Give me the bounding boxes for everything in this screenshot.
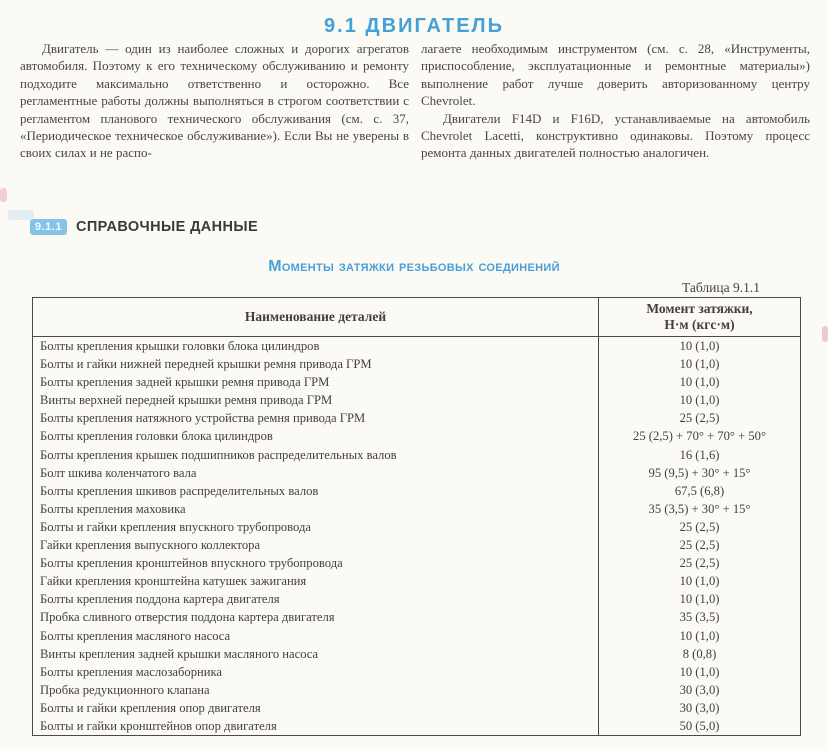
part-name-cell: Пробка редукционного клапана xyxy=(40,682,210,697)
part-name-cell: Болты крепления шкивов распределительных валов xyxy=(40,483,319,498)
intro-paragraph: Двигатели F14D и F16D, устанавливаемые на автомобиль Chevrolet Lacetti, конструктивно одинаковы. Поэтому процесс ремонта данных двигателей полностью аналогичен. xyxy=(421,110,810,161)
part-name-cell: Пробка сливного отверстия поддона картера двигателя xyxy=(40,610,335,625)
part-name-cell: Болт шкива коленчатого вала xyxy=(40,465,197,480)
column-header-torque-line2: Н·м (кгс·м) xyxy=(664,317,735,332)
part-name-cell: Гайки крепления выпускного коллектора xyxy=(40,538,261,553)
torque-value-cell: 25 (2,5) xyxy=(599,536,801,554)
scan-artifact xyxy=(0,188,7,202)
table-row xyxy=(33,681,801,699)
torque-value-cell: 10 (1,0) xyxy=(599,627,801,645)
table-row xyxy=(33,554,801,572)
table-row xyxy=(33,427,801,445)
torque-value-cell: 25 (2,5) + 70° + 70° + 50° xyxy=(599,427,801,445)
table-caption: Моменты затяжки резьбовых соединений xyxy=(268,258,560,275)
intro-text xyxy=(20,40,810,162)
torque-value-cell: 10 (1,0) xyxy=(599,590,801,608)
torque-value-cell: 30 (3,0) xyxy=(599,681,801,699)
torque-table-body xyxy=(33,337,801,736)
torque-value-cell: 30 (3,0) xyxy=(599,699,801,717)
torque-value-cell: 95 (9,5) + 30° + 15° xyxy=(599,464,801,482)
torque-value-cell: 16 (1,6) xyxy=(599,446,801,464)
part-name-cell: Болты крепления задней крышки ремня привода ГРМ xyxy=(40,375,330,390)
part-name-cell: Болты крепления крышек подшипников распределительных валов xyxy=(40,447,397,462)
table-row xyxy=(33,717,801,736)
table-row xyxy=(33,627,801,645)
column-header-torque xyxy=(599,298,801,337)
table-row xyxy=(33,699,801,717)
table-row xyxy=(33,355,801,373)
intro-left-column xyxy=(20,40,409,162)
part-name-cell: Болты и гайки крепления опор двигателя xyxy=(40,700,261,715)
table-row xyxy=(33,391,801,409)
table-row xyxy=(33,590,801,608)
table-number-label: Таблица 9.1.1 xyxy=(682,280,760,295)
table-row xyxy=(33,608,801,626)
part-name-cell: Болты крепления маслозаборника xyxy=(40,664,223,679)
part-name-cell: Винты крепления задней крышки масляного насоса xyxy=(40,646,319,661)
table-row xyxy=(33,464,801,482)
torque-value-cell: 10 (1,0) xyxy=(599,572,801,590)
table-row xyxy=(33,645,801,663)
table-row xyxy=(33,572,801,590)
table-row xyxy=(33,500,801,518)
part-name-cell: Болты крепления головки блока цилиндров xyxy=(40,429,273,444)
part-name-cell: Болты крепления кронштейнов впускного трубопровода xyxy=(40,556,343,571)
part-name-cell: Болты крепления крышки головки блока цилиндров xyxy=(40,339,320,353)
part-name-cell: Болты крепления натяжного устройства ремня привода ГРМ xyxy=(40,411,366,426)
torque-value-cell: 10 (1,0) xyxy=(599,663,801,681)
part-name-cell: Болты и гайки кронштейнов опор двигателя xyxy=(40,718,277,733)
torque-value-cell: 35 (3,5) + 30° + 15° xyxy=(599,500,801,518)
torque-table-header xyxy=(33,298,801,337)
torque-value-cell: 50 (5,0) xyxy=(599,717,801,736)
table-row xyxy=(33,518,801,536)
table-row xyxy=(33,373,801,391)
part-name-cell: Болты и гайки нижней передней крышки ремня привода ГРМ xyxy=(40,357,372,372)
part-name-cell: Винты верхней передней крышки ремня привода ГРМ xyxy=(40,393,333,408)
torque-value-cell: 25 (2,5) xyxy=(599,554,801,572)
column-header-part-name: Наименование деталей xyxy=(33,298,599,337)
intro-right-column xyxy=(421,40,810,162)
scan-artifact xyxy=(822,326,828,342)
torque-value-cell: 67,5 (6,8) xyxy=(599,482,801,500)
section-title: СПРАВОЧНЫЕ ДАННЫЕ xyxy=(75,219,259,235)
part-name-cell: Болты крепления маховика xyxy=(40,501,186,516)
torque-value-cell: 25 (2,5) xyxy=(599,518,801,536)
torque-value-cell: 35 (3,5) xyxy=(599,608,801,626)
torque-table xyxy=(32,297,801,736)
table-row xyxy=(33,409,801,427)
torque-value-cell: 10 (1,0) xyxy=(599,355,801,373)
table-row xyxy=(33,536,801,554)
part-name-cell: Болты крепления поддона картера двигателя xyxy=(40,592,280,607)
part-name-cell: Гайки крепления кронштейна катушек зажигания xyxy=(40,574,307,589)
torque-value-cell: 25 (2,5) xyxy=(599,409,801,427)
table-row xyxy=(33,446,801,464)
torque-value-cell: 10 (1,0) xyxy=(599,391,801,409)
part-name-cell: Болты и гайки крепления впускного трубопровода xyxy=(40,519,311,534)
torque-value-cell: 10 (1,0) xyxy=(599,337,801,356)
part-name-cell: Болты крепления масляного насоса xyxy=(40,628,231,643)
torque-value-cell: 8 (0,8) xyxy=(599,645,801,663)
torque-value-cell: 10 (1,0) xyxy=(599,373,801,391)
table-row xyxy=(33,337,801,356)
table-row xyxy=(33,663,801,681)
section-heading xyxy=(30,219,258,235)
intro-paragraph: Двигатель — один из наиболее сложных и дорогих агрегатов автомобиля. Поэтому к его техническому обслуживанию и ремонту подходите максимально ответственно и осторожно. Все регламентные работы должны выполняться в строгом соответствии с регламентом планового технического обслуживания (см. с. 37, «Периодическое техническое обслуживание»). Если Вы не уверены в своих силах и не распо- xyxy=(20,41,409,161)
column-header-torque-line1: Момент затяжки, xyxy=(646,301,753,316)
section-number-badge: 9.1.1 xyxy=(30,219,67,235)
page-title: 9.1 ДВИГАТЕЛЬ xyxy=(324,15,504,38)
table-row xyxy=(33,482,801,500)
intro-paragraph: лагаете необходимым инструментом (см. с. 28, «Инструменты, приспособление, эксплуатационные и ремонтные материалы») выполнение работ лучше доверить авторизованному центру Chevrolet. xyxy=(421,41,810,109)
